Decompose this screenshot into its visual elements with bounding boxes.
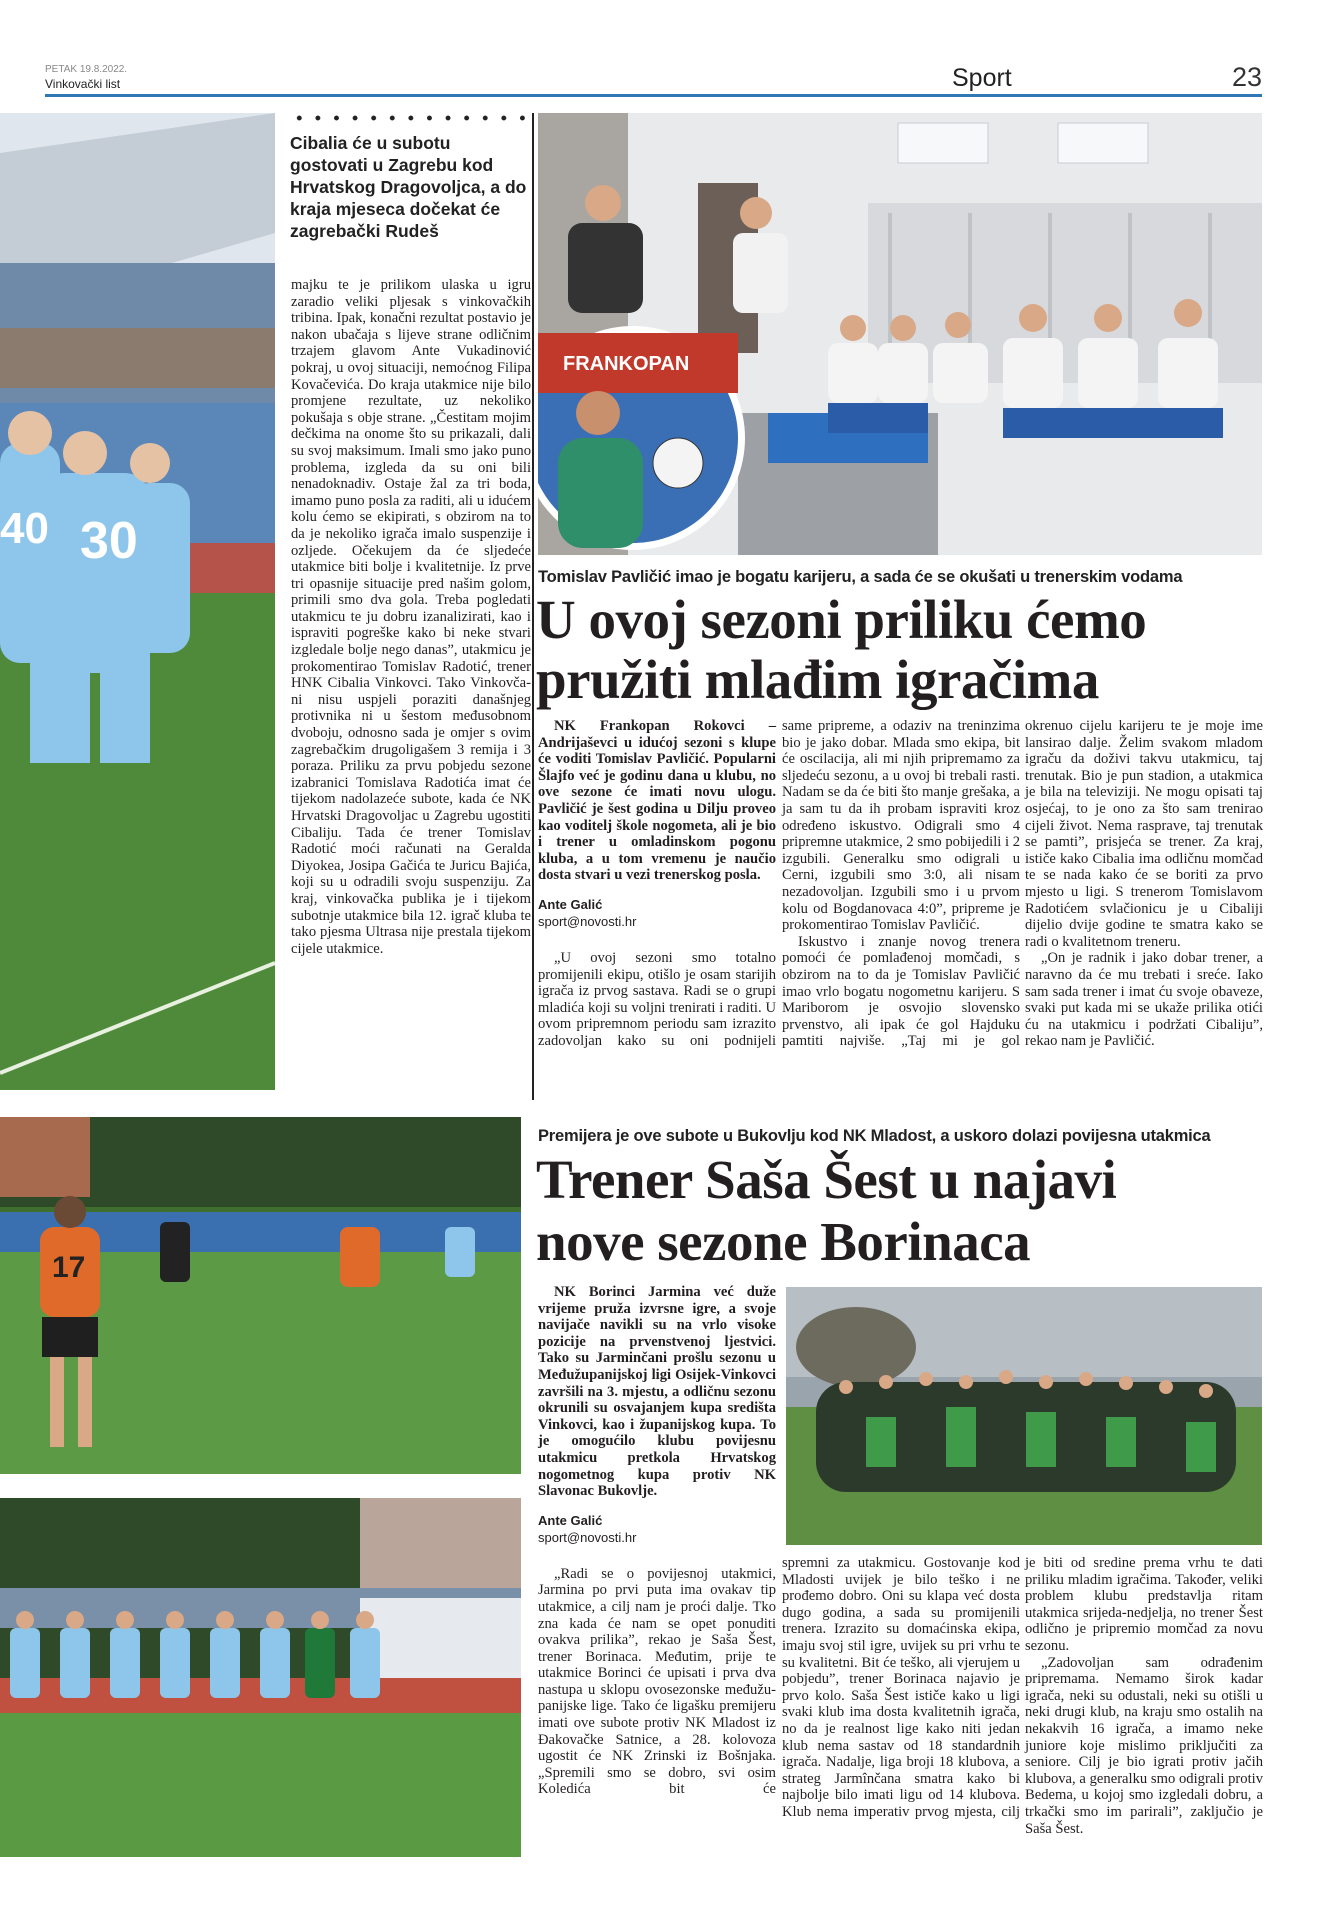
article2-intro: NK Borinci Jarmina već duže vrijeme pruža izvrsne igre, a svoje navijače navikli su na vrlo visoke pozicije na prvenstvenoj ljestvici. Tako su Jarminčani prošlu sezonu u Međužupanijskoj ligi Osijek-Vinkovci završili na 3. mjestu, a odličnu sezonu okrunili su osvajanjem kupa središta Vinkovci, kao i županijskog kupa. To je omogućilo klubu povijesnu utakmicu pretkola Hrvatskog nogometnog kupa protiv NK Slavonac Bukovlje. <box>538 1284 776 1500</box>
article2-column-3 <box>1025 1555 1263 1837</box>
sidebar-deck: Cibalia će u subotu gostovati u Zagrebu kod Hrvatskog Dragovoljca, a do kraja mjeseca dočekat će zagrebački Rudeš <box>290 133 527 241</box>
article2-byline <box>538 1512 776 1546</box>
article1-column-3 <box>1025 718 1263 1050</box>
column-divider <box>532 113 534 1100</box>
paragraph: majku te je prilikom ulaska u igru zaradio veliki pljesak s vinkovačkih tribina. Ipak, konačni rezultat postavio je nakon ubačaja s lijeve strane odličnim trzajem glavom Ante Vukadinović pokraj, u ovoj situaciji, nemoćnog Filipa Kovačevića. Do kraja utakmice nije bilo promjene rezultate, uz nekoliko pokušaja s obje strane. „Čestitam mojim dečkima na onome što su prikazali, dali su svoj maksimum. Imali smo jako puno problema, izgleda da su oni bili nenadoknadiv. Ostaje žal za tri boda, imamo puno posla za raditi, ali u idućem kolu ćemo se ekipirati, s obzirom na to da je nekoliko igrača imalo suspenzije i ozljede. Očekujem da će sljedeće utakmice biti bolje i kvalitetnije. Iz prve tri opasnije situacije pred našim golom, primili smo dva gola. Treba pogledati utakmicu te ju dobru izanalizirati, kao i ispraviti pogreške kako bi neke stvari izgledale bolje nego danas”, utakmicu je prokomentirao Tomislav Radotić, trener HNK Cibalia Vinkovci. Tako Vinkovčani nisu uspjeli poraziti današnjeg protivnika ni u šestom međusobnom dvoboju, odnosno sada je omjer s ovim zagrebačkim drugoligašem 3 remija i 3 poraza. Priliku za prvu pobjedu sezone izabranici Tomislava Radotića imat će tijekom nadolazeće subote, kada će NK Hrvatski Dragovoljac u Zagrebu ugostiti Cibaliju. Tada će trener Tomislav Radotić moći računati na Geralda Diyokea, Josipa Gačića te Juricu Bajića, koji su u odradili svoju suspenziju. Za kraj, vinkovačka publika je i tijekom subotnje utakmice bila 12. igrač kluba te tako pjesma Ultrasa nije prestala tijekom cijele utakmice. <box>291 277 531 957</box>
author-name: Ante Galić <box>538 896 603 912</box>
paragraph: Iskustvo i znanje novog trenera pomoći će pomlađenoj momčadi, s obzirom na to da je Tomislav Pavličić imao vrlo bogatu nogometnu karijeru. S Mariborom je osvojio slovensko prvenstvo, ali ipak će gol Hajduku pamtiti najviše. „Taj mi je gol <box>782 933 1020 1050</box>
section-title: Sport <box>952 64 1012 92</box>
paragraph: spremni za utakmicu. Gostovanje kod Mladosti uvijek je bilo teško i ne prođemo dobro. Oni su klapa već dosta dugo godina, a sada su promijenili trenera. Izrazito su domaćinska ekipa, imaju svoj stil igre, uvijek su pri vrhu te su kvalitetni. Bit će teško, ali vjerujem u pobjedu”, trener Borinaca najavio je prvo kolo. Saša Šest ističe kako u ligi svaki klub ima dosta kvalitetnih igrača, no da je realnost lige kako niti jedan klub nema sastav od 18 standardnih igrača. Nadalje, liga broji 18 klubova, a strateg Jarmînčana smatra kako bi najbolje bilo imati ligu od 14 klubova. Klub nema imperativ prvog mjesta, cilj <box>782 1555 1020 1820</box>
paragraph: okrenuo cijelu karijeru te je moje ime lansirao dalje. Želim svakom mladom igraču da doživi takvu utakmicu, taj trenutak. Bio je pun stadion, a utakmica je bila na televiziji. Ne mogu opisati taj osjećaj, to je ono za što sam trenirao cijeli život. Nema rasprave, taj trenutak se pamti”, prisjeća se trener. Za kraj, ističe kako Cibalia ima odličnu momčad te se nada kako će se boriti za prvo mjesto u ligi. S trenerom Tomislavom Radotićem svlačionicu je u Cibaliji dijelio dvije godine te smatra kako se radi o kvalitetnom treneru. <box>1025 718 1263 950</box>
article1-headline-line2: pružiti mlađim igračima <box>536 649 1099 710</box>
page-number: 23 <box>1232 62 1263 92</box>
article1-intro: NK Frankopan Rokovci – Andrijaševci u idućoj sezoni s klupe će voditi Tomislav Pavličić. Popularni Šlajfo već je godinu dana u klubu, no ove sezone će imati novu ulogu. Pavličić je šest godina u Dilju proveo kao voditelj škole nogometa, ali je bio i trener u omladinskom pogonu kluba, a u tom vremenu je naučio dosta stvari u vezi trenerskog posla. <box>538 718 776 884</box>
photo-match-action <box>0 1117 521 1474</box>
author-email[interactable]: sport@novosti.hr <box>538 1529 637 1545</box>
issue-date: PETAK 19.8.2022. <box>45 64 128 75</box>
article1-column-1 <box>538 718 776 1050</box>
club-sign-text: FRANKOPAN <box>563 353 690 375</box>
header-rule <box>45 94 1262 97</box>
paragraph: same pripreme, a odaziv na treninzima bio je jako dobar. Mlada smo ekipa, bit će oscilacija, ali mi njih pripremamo za sljedeću sezonu, a u ovoj bi trebali rasti. Nadam se da će biti što manje grešaka, a ja sam tu da ih probam ispraviti kroz određeno iskustvo. Odigrali smo 4 pripremne utakmice, 2 smo pobijedili i 2 izgubili. Generalku smo odigrali u Cerni, izgubili smo 3:0, ali nisam nezadovoljan. Izgubili smo i u prvom kolu od Bogdanovaca 4:0”, pripreme je prokomentirao Tomislav Pavličić. <box>782 718 1020 934</box>
paragraph: je biti od sredine prema vrhu te dati priliku mladim igračima. Također, veliki problem klubu predstavlja ritam utakmica srijeda-nedjelja, no trener Šest odlično je pripremio momčad za novu sezonu. <box>1025 1555 1263 1654</box>
paragraph: „On je radnik i jako dobar trener, a naravno da će mu trebati i sreće. Iako sam sada trener i imat ću svoje obaveze, svaki put kada mi se ukaže prilika otići ću na utakmicu i podržati Cibaliju”, rekao nam je Pavličić. <box>1025 950 1263 1050</box>
article1-kicker: Tomislav Pavličić imao je bogatu karijeru, a sada će se okušati u trenerskim vodama <box>538 568 1183 586</box>
publication-name: Vinkovački list <box>45 77 121 91</box>
article2-kicker: Premijera je ove subote u Bukovlju kod NK Mladost, a uskoro dolazi povijesna utakmica <box>538 1127 1211 1145</box>
jersey-number: 17 <box>52 1251 86 1284</box>
photo-cibalia-celebration <box>0 113 275 1090</box>
article1-byline <box>538 896 776 930</box>
sidebar-story-body <box>291 277 531 957</box>
article2-headline-line2: nove sezone Borinaca <box>536 1211 1031 1272</box>
article2-column-1 <box>538 1284 776 1798</box>
decorative-dots <box>290 114 530 122</box>
paragraph: „Zadovoljan sam odrađenim pripremama. Nemamo širok kadar igrača, neki su odustali, neki su otišli u neki drugi klub, na kraju smo ostalih na nekakvih 16 igrača, a imamo neke juniore koje mislimo priključiti za seniore. Cilj je bio igrati protiv jačih klubova, a generalku smo odigrali protiv Bedema, u kojoj smo izgledali dobru, a trkački smo im parirali”, zaključio je Saša Šest. <box>1025 1654 1263 1837</box>
paragraph: „U ovoj sezoni smo totalno promijenili ekipu, otišlo je osam starijih igrača iz prvog sastava. Radi se o grupi mladića koji su voljni trenirati i raditi. U ovom pripremnom periodu sam izrazito zadovoljan kako su oni podnijeli <box>538 949 776 1049</box>
article2-column-2 <box>782 1555 1020 1821</box>
photo-team-lineup <box>0 1498 521 1857</box>
article1-column-2 <box>782 718 1020 1050</box>
article2-headline-line1: Trener Saša Šest u najavi <box>536 1149 1117 1210</box>
author-name: Ante Galić <box>538 1512 603 1528</box>
photo-locker-room <box>538 113 1262 555</box>
paragraph: „Radi se o povijesnoj utakmici, Jarmina po prvi puta ima ovakav tip utakmice, a cilj nam je proći dalje. Tko zna kada će nam se opet ponuditi ovakva prilika”, rekao je Saša Šest, trener Borinaca. Međutim, prije te utakmice Borinci će upisati i prva dva nastupa u sklopu ovosezonske međužupanijske lige. Tako će ligašku premijeru imati ove subote protiv NK Mladost iz Đakovačke Satnice, a 28. kolovoza ugostit će NK Zrinski iz Bošnjaka. „Spremili smo se dobro, svi osim Koledića bit će <box>538 1565 776 1798</box>
jersey-number: 40 <box>0 504 49 553</box>
photo-borinci-team-celebration <box>786 1287 1262 1545</box>
jersey-number: 30 <box>80 512 138 570</box>
author-email[interactable]: sport@novosti.hr <box>538 913 637 929</box>
article1-headline-line1: U ovoj sezoni priliku ćemo <box>536 589 1147 650</box>
